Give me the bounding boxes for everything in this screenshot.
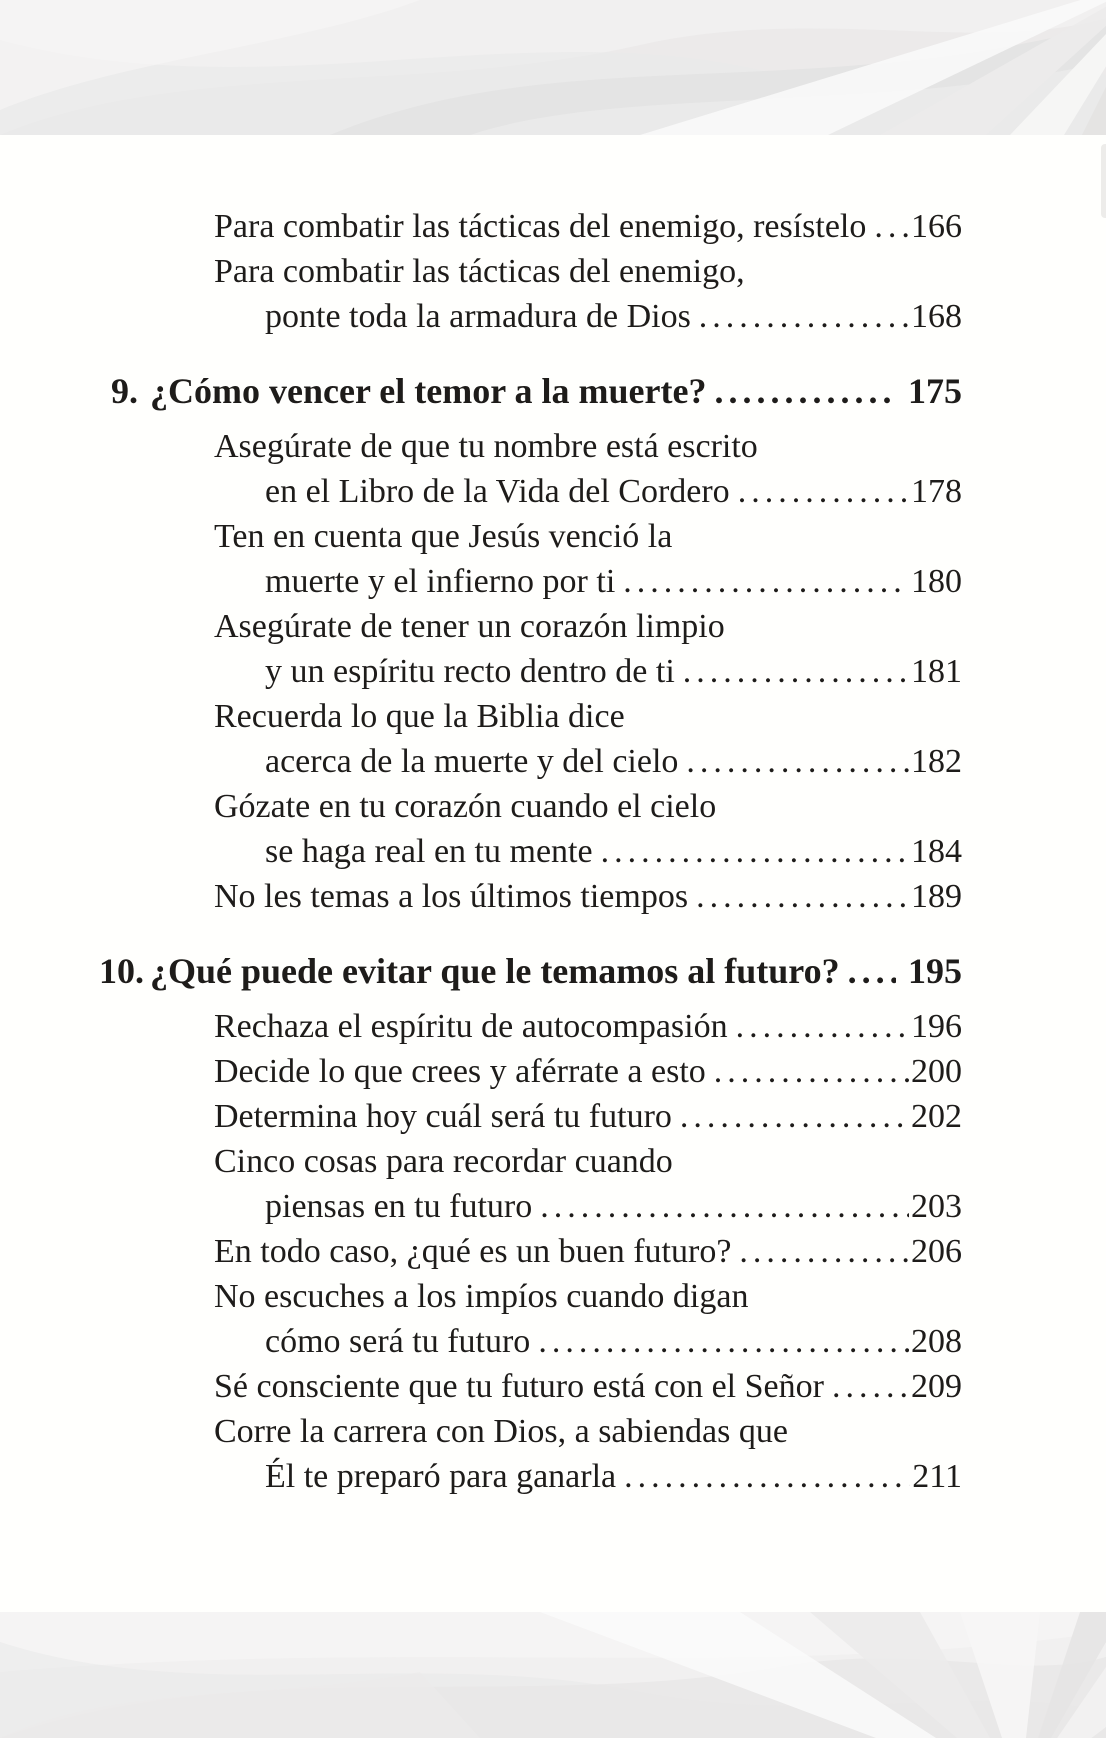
page-number: 166 [911,208,962,245]
toc-chapter-entry [0,949,962,994]
page-number: 180 [911,563,962,600]
toc-entry-text: muerte y el infierno por ti [265,563,616,600]
toc-entry [0,204,962,249]
dot-leader [848,949,896,994]
toc-entry-text: Recuerda lo que la Biblia dice [214,698,625,735]
toc-entry [0,1049,962,1094]
toc-entry [0,1409,962,1499]
toc-entry-text: Decide lo que crees y aférrate a esto [214,1053,706,1090]
page-number: 175 [908,371,962,411]
toc-entry-line [0,1454,962,1499]
toc-entry-line [0,469,962,514]
toc-entry [0,784,962,874]
page-number: 181 [911,653,962,690]
toc-entry-text: Asegúrate de que tu nombre está escrito [214,428,758,465]
toc-entry-text: Para combatir las tácticas del enemigo, [214,253,745,290]
toc-entry-text: Cinco cosas para recordar cuando [214,1143,673,1180]
dot-leader [832,1364,909,1409]
toc-entry-line [0,369,962,414]
page-number: 206 [911,1233,962,1270]
toc-entry-text: y un espíritu recto dentro de ti [265,653,675,690]
toc-entry-line [0,514,962,559]
page-number: 211 [912,1458,962,1495]
toc-entry-line [0,874,962,919]
toc-entry-text: Ten en cuenta que Jesús venció la [214,518,673,555]
toc-entry-line [0,1049,962,1094]
chapter-number: 9. [111,371,138,411]
toc-entry-line [0,694,962,739]
toc-entry-line [0,249,962,294]
toc-entry [0,514,962,604]
chapter-number: 10. [99,951,144,991]
dot-leader [538,1319,909,1364]
toc-entry-text: en el Libro de la Vida del Cordero [265,473,730,510]
toc-entry-line [0,204,962,249]
toc-entry [0,694,962,784]
toc-entry-text: Gózate en tu corazón cuando el cielo [214,788,717,825]
dot-leader [714,369,896,414]
dot-leader [696,874,909,919]
toc-entry-line [0,739,962,784]
toc-entry-text: Determina hoy cuál será tu futuro [214,1098,672,1135]
toc-entry [0,1364,962,1409]
toc-entry-text: cómo será tu futuro [265,1323,531,1360]
page-number: 189 [911,878,962,915]
top-flourish-decoration [0,0,1106,135]
toc-entry-text: Él te preparó para ganarla [265,1458,617,1495]
toc-entry-line [0,294,962,339]
page-number: 209 [911,1368,962,1405]
toc-entry-text: En todo caso, ¿qué es un buen futuro? [214,1233,732,1270]
dot-leader [601,829,909,874]
toc-entry-line [0,559,962,604]
toc-entry-text: Sé consciente que tu futuro está con el Señor [214,1368,824,1405]
page-number: 195 [908,951,962,991]
page-number: 202 [911,1098,962,1135]
dot-leader [736,1004,909,1049]
bottom-flourish-decoration [0,1612,1106,1738]
toc-entry [0,1274,962,1364]
dot-leader [714,1049,909,1094]
chapter-title: ¿Qué puede evitar que le temamos al futuro? [150,951,840,991]
toc-entry-line [0,829,962,874]
dot-leader [683,649,909,694]
dot-leader [699,294,909,339]
page-number: 184 [911,833,962,870]
toc-entry-text: acerca de la muerte y del cielo [265,743,679,780]
toc-entry-line [0,1364,962,1409]
toc-entry-line [0,1139,962,1184]
page-number: 196 [911,1008,962,1045]
dot-leader [623,559,909,604]
toc-entry [0,1229,962,1274]
toc-chapter-entry [0,369,962,414]
dot-leader [686,739,909,784]
toc-entry-line [0,1409,962,1454]
toc-entry-text: Para combatir las tácticas del enemigo, resístelo [214,208,867,245]
page-number: 203 [911,1188,962,1225]
toc-entry-line [0,1184,962,1229]
dot-leader [624,1454,910,1499]
toc-entry-line [0,1094,962,1139]
page-number: 182 [911,743,962,780]
dot-leader [739,1229,909,1274]
toc-entry-line [0,424,962,469]
toc-entry-text: se haga real en tu mente [265,833,593,870]
dot-leader [738,469,909,514]
toc-entry-line [0,1319,962,1364]
chapter-title: ¿Cómo vencer el temor a la muerte? [150,371,707,411]
toc-entry [0,1139,962,1229]
page-number: 200 [911,1053,962,1090]
toc-entry-text: No escuches a los impíos cuando digan [214,1278,749,1315]
toc-entry-text: ponte toda la armadura de Dios [265,298,691,335]
toc-entry-text: No les temas a los últimos tiempos [214,878,689,915]
toc-entry-line [0,1229,962,1274]
page-number: 178 [911,473,962,510]
table-of-contents [0,204,1106,1499]
toc-entry [0,1004,962,1049]
toc-entry [0,604,962,694]
dot-leader [874,204,909,249]
toc-entry [0,1094,962,1139]
toc-entry-text: Rechaza el espíritu de autocompasión [214,1008,728,1045]
toc-entry-line [0,649,962,694]
toc-entry-line [0,604,962,649]
toc-entry-line [0,784,962,829]
toc-entry-line [0,949,962,994]
dot-leader [540,1184,909,1229]
toc-entry-text: Asegúrate de tener un corazón limpio [214,608,725,645]
toc-entry [0,424,962,514]
page-number: 168 [911,298,962,335]
dot-leader [680,1094,909,1139]
toc-entry [0,249,962,339]
toc-entry-line [0,1274,962,1319]
page-number: 208 [911,1323,962,1360]
toc-entry-line [0,1004,962,1049]
toc-entry-text: piensas en tu futuro [265,1188,533,1225]
toc-entry [0,874,962,919]
toc-entry-text: Corre la carrera con Dios, a sabiendas que [214,1413,788,1450]
